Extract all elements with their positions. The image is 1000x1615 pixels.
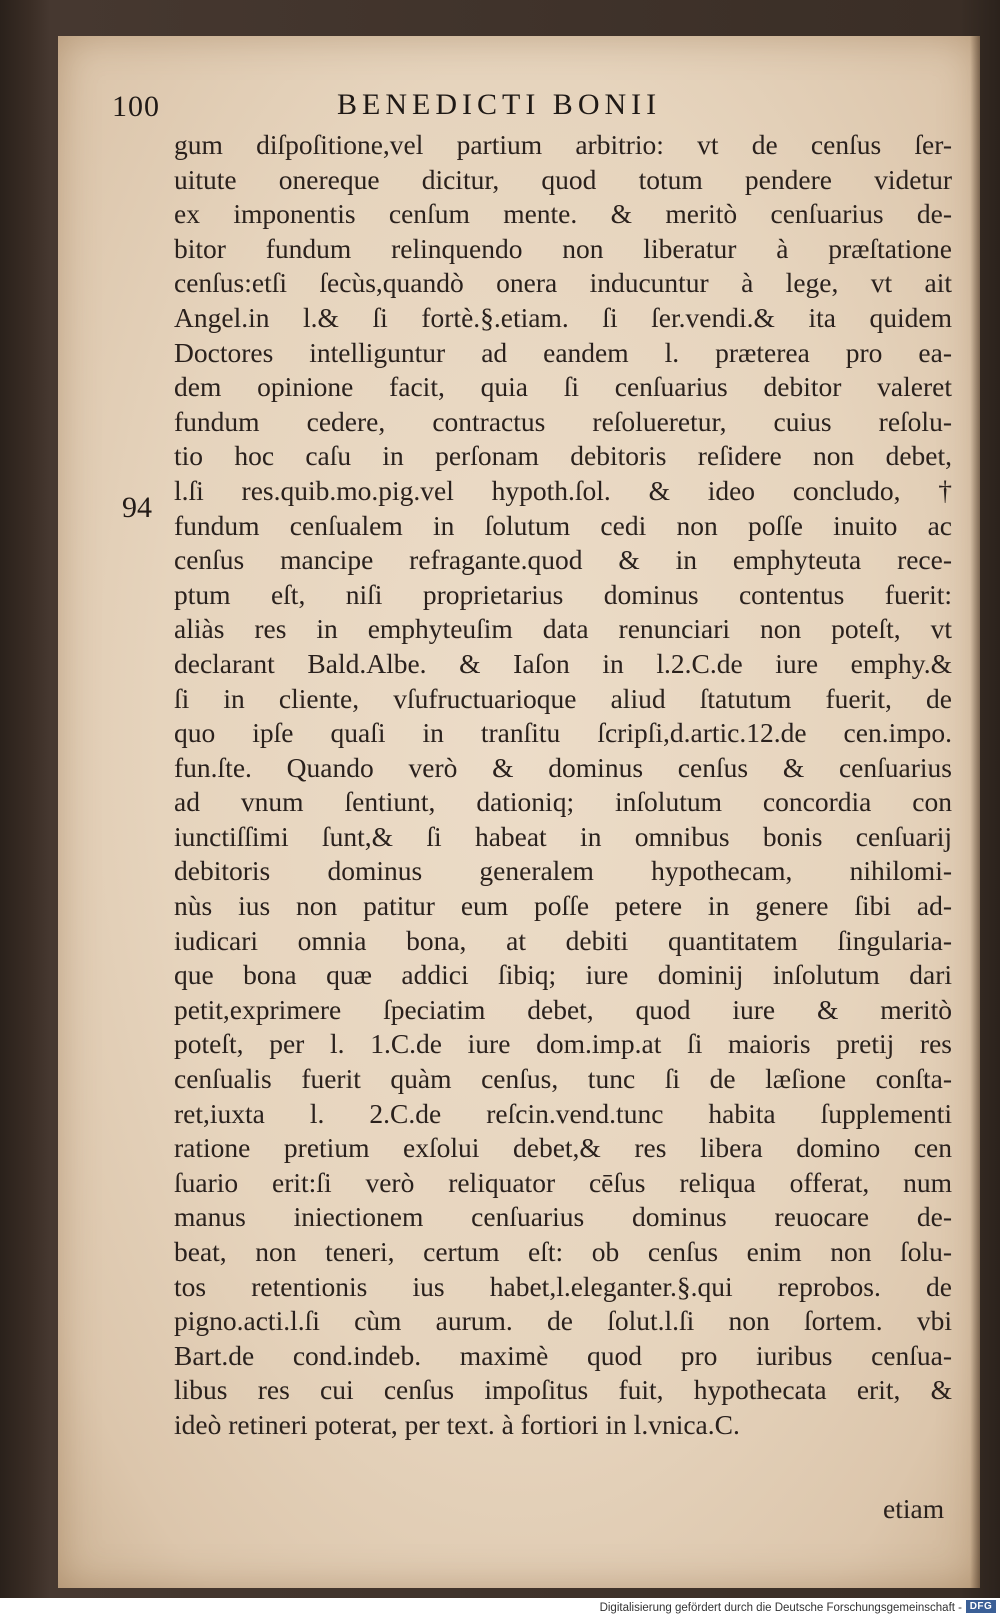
text-line: gum diſpoſitione,vel partium arbitrio: vt de cenſus ſer- xyxy=(174,129,952,160)
text-line: ptum eſt, niſi proprietarius dominus contentus fuerit: xyxy=(174,578,952,610)
text-line: tio hoc caſu in perſonam debitoris reſidere non debet, xyxy=(174,440,952,472)
text-line: uitute onereque dicitur, quod totum pendere videtur xyxy=(174,163,952,195)
text-line: cenſualis fuerit quàm cenſus, tunc ſi de læſione conſta- xyxy=(174,1063,952,1095)
text-line: ſuario erit:ſi verò reliquator cēſus reliqua offerat, num xyxy=(174,1166,952,1198)
text-line: fun.ſte. Quando verò & dominus cenſus & cenſuarius xyxy=(174,751,952,783)
text-line: iunctiſſimi ſunt,& ſi habeat in omnibus bonis cenſuarij xyxy=(174,820,952,852)
text-line: ideò retineri poterat, per text. à fortiori in l.vnica.C. xyxy=(174,1408,740,1440)
text-line: ad vnum ſentiunt, dationiq; inſolutum concordia con xyxy=(174,786,952,818)
text-line: fundum cedere, contractus reſolueretur, cuius reſolu- xyxy=(174,405,952,437)
text-line: declarant Bald.Albe. & Iaſon in l.2.C.de iure emphy.& xyxy=(174,647,952,679)
text-line: ratione pretium exſolui debet,& res libera domino cen xyxy=(174,1132,952,1164)
text-line: pigno.acti.l.ſi cùm aurum. de ſolut.l.ſi non ſortem. vbi xyxy=(174,1305,952,1337)
text-line: l.ſi res.quib.mo.pig.vel hypoth.ſol. & ideo concludo, † xyxy=(174,474,952,506)
text-line: dem opinione facit, quia ſi cenſuarius debitor valeret xyxy=(174,371,952,403)
text-line: nùs ius non patitur eum poſſe petere in genere ſibi ad- xyxy=(174,890,952,922)
text-line: que bona quæ addici ſibiq; iure dominij inſolutum dari xyxy=(174,959,952,991)
text-line: Bart.de cond.indeb. maximè quod pro iuribus cenſua- xyxy=(174,1339,952,1371)
footer-bar xyxy=(0,1598,1000,1615)
running-head xyxy=(112,88,742,124)
text-line: Angel.in l.& ſi fortè.§.etiam. ſi ſer.vendi.& ita quidem xyxy=(174,301,952,333)
text-line: petit,exprimere ſpeciatim debet, quod iure & meritò xyxy=(174,993,952,1025)
text-line: debitoris dominus generalem hypothecam, nihilomi- xyxy=(174,855,952,887)
marginal-note: 94 xyxy=(122,491,152,524)
text-line: iudicari omnia bona, at debiti quantitatem ſingularia- xyxy=(174,924,952,956)
text-line: Doctores intelliguntur ad eandem l. præterea pro ea- xyxy=(174,336,952,368)
text-line: aliàs res in emphyteuſim data renunciari non poteſt, vt xyxy=(174,613,952,645)
catchword: etiam xyxy=(883,1493,945,1524)
text-line: ex imponentis cenſum mente. & meritò cenſuarius de- xyxy=(174,198,952,230)
text-line: cenſus:etſi ſecùs,quandò onera inducuntur à lege, vt ait xyxy=(174,267,952,299)
text-line: poteſt, per l. 1.C.de iure dom.imp.at ſi maioris pretij res xyxy=(174,1028,952,1060)
text-line: libus res cui cenſus impoſitus fuit, hypothecata erit, & xyxy=(174,1374,952,1406)
page-number: 100 xyxy=(112,90,160,123)
text-line: cenſus mancipe refragante.quod & in emphyteuta rece- xyxy=(174,544,952,576)
body-text xyxy=(174,128,952,1443)
text-line: tos retentionis ius habet,l.eleganter.§.qui reprobos. de xyxy=(174,1270,952,1302)
text-line: beat, non teneri, certum eſt: ob cenſus enim non ſolu- xyxy=(174,1236,952,1267)
running-title: BENEDICTI BONII xyxy=(337,88,662,121)
text-line: manus iniectionem cenſuarius dominus reuocare de- xyxy=(174,1201,952,1233)
text-line: bitor fundum relinquendo non liberatur à præſtatione xyxy=(174,232,952,264)
dfg-logo-icon: DFG xyxy=(966,1600,996,1613)
text-line: ret,iuxta l. 2.C.de reſcin.vend.tunc habita ſupplementi xyxy=(174,1097,952,1129)
text-line: ſi in cliente, vſufructuarioque aliud ſtatutum fuerit, de xyxy=(174,682,952,714)
funding-credit: Digitalisierung gefördert durch die Deutsche Forschungsgemeinschaft - xyxy=(599,1602,962,1614)
text-line: quo ipſe quaſi in tranſitu ſcripſi,d.artic.12.de cen.impo. xyxy=(174,717,952,749)
text-line: fundum cenſualem in ſolutum cedi non poſſe inuito ac xyxy=(174,509,952,541)
